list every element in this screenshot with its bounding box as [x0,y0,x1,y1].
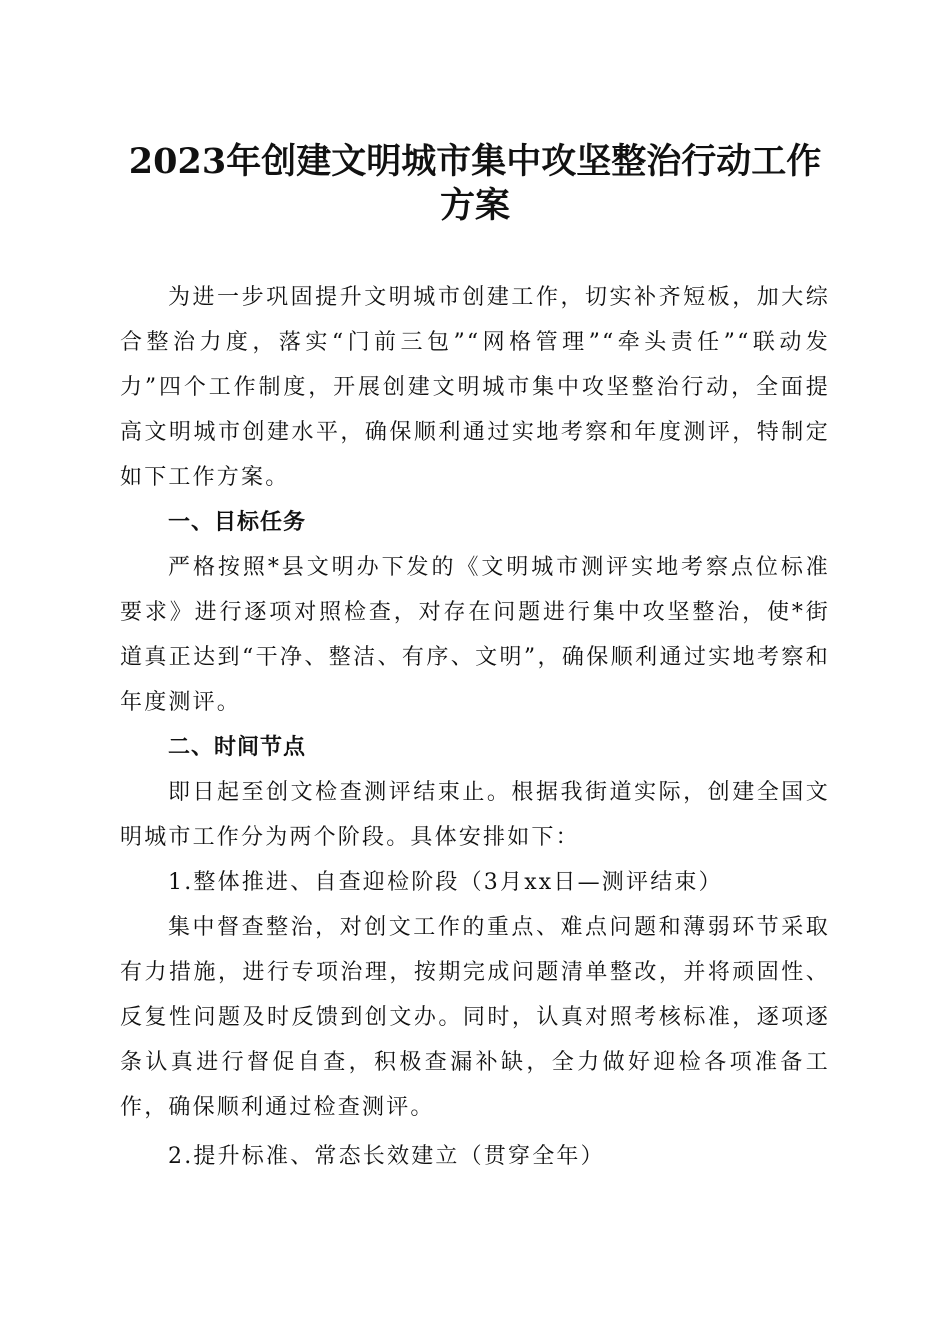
section-heading-goals: 一、目标任务 [168,509,307,535]
stage-1-paragraph: 集中督查整治，对创文工作的重点、难点问题和薄弱环节采取有力措施，进行专项治理，按期完成问题清单整改，并将顽固性、反复性问题及时反馈到创文办。同时，认真对照考核标准，逐项逐条认真进行督促自查，积极查漏补缺，全力做好迎检各项准备工作，确保顺利通过检查测评。 [120,915,830,1120]
intro-paragraph: 为进一步巩固提升文明城市创建工作，切实补齐短板，加大综合整治力度，落实“门前三包”“网格管理”“牵头责任”“联动发力”四个工作制度，开展创建文明城市集中攻坚整治行动，全面提高文明城市创建水平，确保顺利通过实地考察和年度测评，特制定如下工作方案。 [120,285,830,490]
document-body [120,275,830,1179]
document-title-line-1: 2023年创建文明城市集中攻坚整治行动工作 [128,141,822,182]
document-title-line-2: 方案 [439,185,510,226]
timeline-paragraph: 即日起至创文检查测评结束止。根据我街道实际，创建全国文明城市工作分为两个阶段。具体安排如下： [120,780,830,850]
stage-1-label: 1.整体推进、自查迎检阶段（3月xx日—测评结束） [168,870,723,895]
stage-2-label: 2.提升标准、常态长效建立（贯穿全年） [168,1144,605,1169]
section-heading-timeline: 二、时间节点 [168,734,307,760]
goals-paragraph: 严格按照*县文明办下发的《文明城市测评实地考察点位标准要求》进行逐项对照检查，对存在问题进行集中攻坚整治，使*街道真正达到“干净、整洁、有序、文明”，确保顺利通过实地考察和年度测评。 [120,555,830,715]
